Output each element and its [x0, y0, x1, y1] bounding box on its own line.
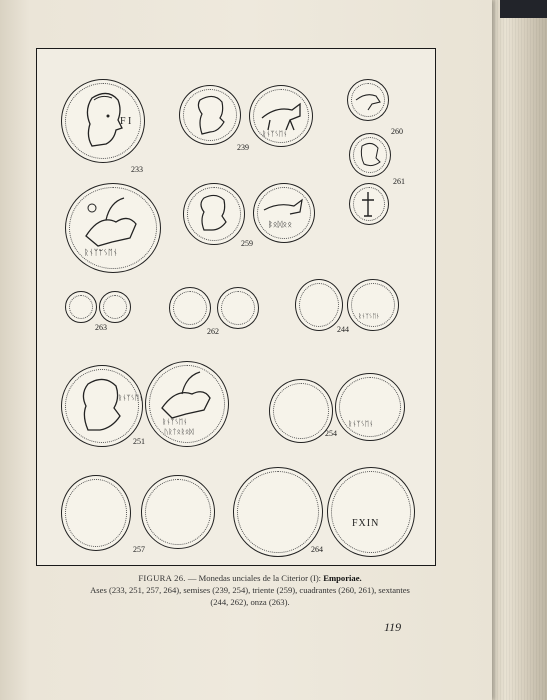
- caption-title-bold: Emporiae.: [323, 573, 362, 583]
- coin-257-reverse: [141, 475, 215, 549]
- coin-262-reverse: [217, 287, 259, 329]
- coin-number-257: 257: [133, 545, 145, 554]
- coin-264-reverse: [327, 467, 415, 557]
- coin-legend: ᚱᚾᛉᛊᛖᚾ: [262, 130, 288, 138]
- helmeted-head-drawing: [350, 134, 390, 176]
- coin-259-reverse: [253, 183, 315, 243]
- coin-number-262: 262: [207, 327, 219, 336]
- coin-legend: ᚱᚾᛉᛊᛖᚾ: [118, 394, 144, 402]
- coin-239-reverse: [249, 85, 313, 147]
- coin-244-obverse: [295, 279, 343, 331]
- caption-title: — Monedas unciales de la Citerior (I):: [187, 573, 322, 583]
- coin-251-reverse: [145, 361, 229, 447]
- coin-number-260: 260: [391, 127, 403, 136]
- coin-251-obverse: [61, 365, 143, 447]
- coin-259-obverse: [183, 183, 245, 245]
- page-edge-lines: [488, 0, 547, 700]
- coin-legend: F I: [120, 116, 132, 127]
- coin-number-239: 239: [237, 143, 249, 152]
- caption-line-3: (244, 262), onza (263).: [210, 597, 290, 607]
- coin-254-reverse: [335, 373, 405, 441]
- coin-239-obverse: [179, 85, 241, 145]
- helmeted-head-drawing: [62, 366, 142, 446]
- coin-260-reverse: [347, 79, 389, 121]
- figure-caption: [60, 572, 440, 608]
- running-horse-drawing: [254, 184, 314, 242]
- coin-261-obverse: [349, 133, 391, 177]
- helmeted-head-drawing: [184, 184, 244, 244]
- coin-233-reverse: [65, 183, 161, 273]
- coin-number-263: 263: [95, 323, 107, 332]
- standing-figure-drawing: [350, 184, 388, 224]
- coin-number-254: 254: [325, 429, 337, 438]
- coin-number-264: 264: [311, 545, 323, 554]
- coin-legend: ᚱᚾᛉᛘᛊᛖᚾ: [84, 248, 118, 257]
- coin-legend: ᚢᚱᛏᛟᚱᛟᛞ: [164, 428, 194, 436]
- book-page-edges: [488, 0, 547, 700]
- coin-plate: [36, 48, 436, 566]
- coin-number-244: 244: [337, 325, 349, 334]
- coin-264-obverse: [233, 467, 323, 557]
- coin-233-obverse: [61, 79, 145, 163]
- caption-line-2: Ases (233, 251, 257, 264), semises (239, 254), triente (259), cuadrantes (260, 261), sextantes: [90, 585, 410, 595]
- coin-number-233: 233: [131, 165, 143, 174]
- coin-263-reverse: [99, 291, 131, 323]
- pegasus-drawing: [66, 184, 160, 272]
- coin-262-obverse: [169, 287, 211, 329]
- coin-number-251: 251: [133, 437, 145, 446]
- figure-label: FIGURA 26.: [138, 573, 186, 583]
- coin-legend: FXIN: [352, 518, 380, 529]
- helmeted-head-drawing: [62, 80, 144, 162]
- coin-legend: ᛔᛟᛞᛟᛟ: [268, 220, 292, 229]
- coin-257-obverse: [61, 475, 131, 551]
- coin-261-reverse: [349, 183, 389, 225]
- coin-legend: ᚱᚾᛉᛊᛖᚾ: [348, 420, 374, 428]
- coin-263-obverse: [65, 291, 97, 323]
- book-cover-edge: [500, 0, 547, 18]
- coin-legend: ᚱᚾᛉᛊᛖᚾ: [358, 314, 380, 320]
- coin-legend: ᚱᚾᛉᛊᛖᚾ: [162, 418, 188, 426]
- coin-number-261: 261: [393, 177, 405, 186]
- coin-254-obverse: [269, 379, 333, 443]
- page-number: 119: [384, 620, 402, 634]
- horse-drawing: [348, 80, 388, 120]
- coin-244-reverse: [347, 279, 399, 331]
- helmeted-head-drawing: [180, 86, 240, 144]
- coin-number-259: 259: [241, 239, 253, 248]
